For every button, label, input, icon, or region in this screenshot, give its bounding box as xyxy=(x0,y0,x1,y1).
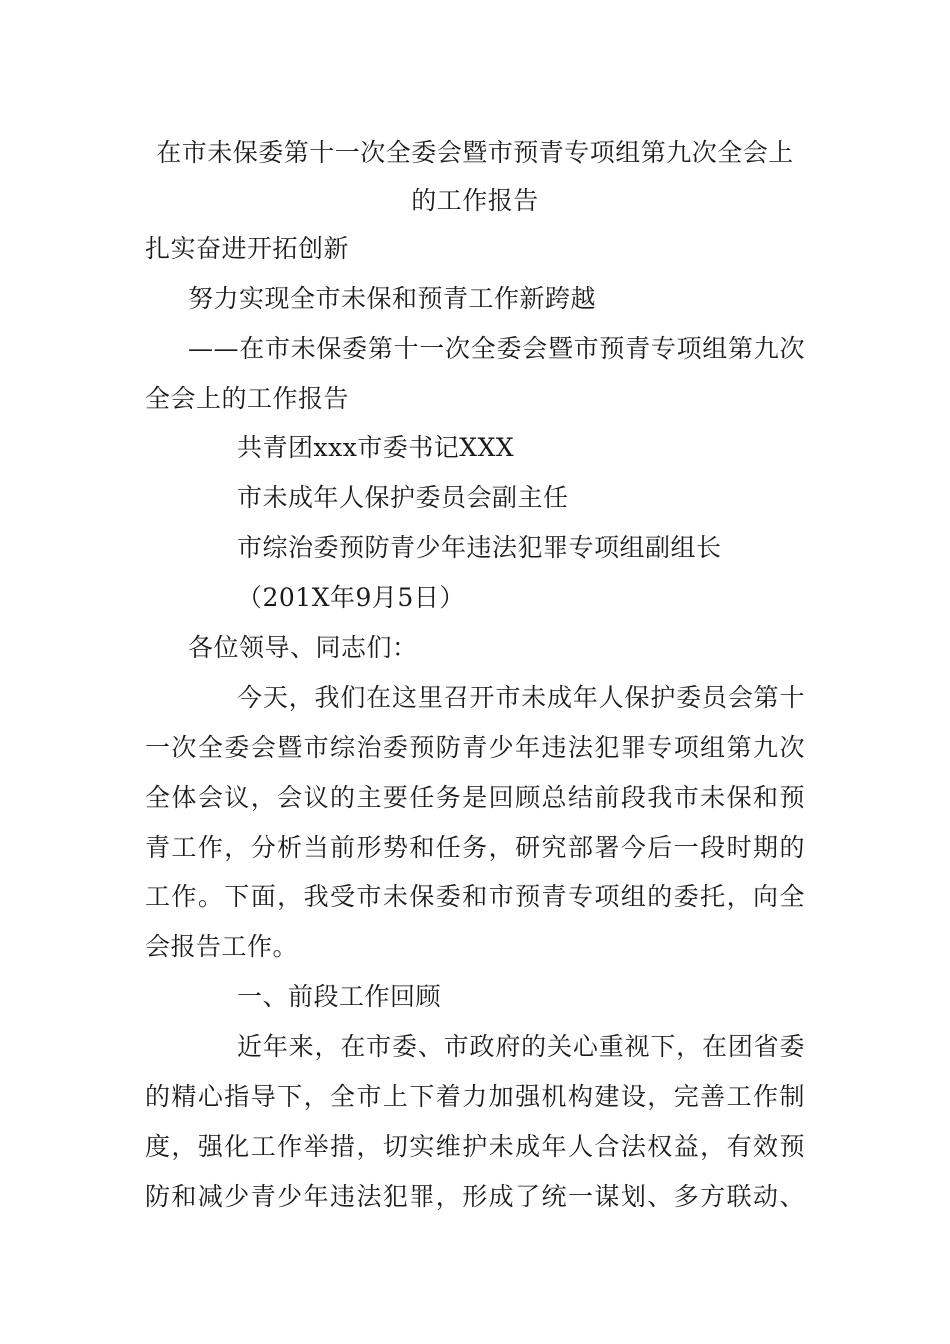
paragraph-1-line: 全体会议，会议的主要任务是回顾总结前段我市未保和预 xyxy=(145,783,805,812)
author-name: 共青团xxx市委书记XXX xyxy=(237,433,515,462)
paragraph-2-line: 防和减少青少年违法犯罪，形成了统一谋划、多方联动、 xyxy=(145,1182,805,1211)
paragraph-2-line: 的精心指导下，全市上下着力加强机构建设，完善工作制 xyxy=(145,1082,805,1111)
section-heading: 一、前段工作回顾 xyxy=(237,982,442,1011)
paragraph-2-line: 度，强化工作举措，切实维护未成年人合法权益，有效预 xyxy=(145,1132,805,1161)
document-title-line-2: 的工作报告 xyxy=(411,186,539,215)
author-title-2: 市综治委预防青少年违法犯罪专项组副组长 xyxy=(237,533,722,562)
paragraph-1-line: 工作。下面，我受市未保委和市预青专项组的委托，向全 xyxy=(145,882,805,911)
report-date: （201X年9月5日） xyxy=(237,583,465,612)
salutation: 各位领导、同志们： xyxy=(188,633,418,662)
document-title-line-1: 在市未保委第十一次全委会暨市预青专项组第九次全会上 xyxy=(156,138,794,167)
paragraph-1-line: 会报告工作。 xyxy=(145,932,299,961)
paragraph-1-line: 青工作，分析当前形势和任务，研究部署今后一段时期的 xyxy=(145,833,805,862)
paragraph-2-line: 近年来，在市委、市政府的关心重视下，在团省委 xyxy=(237,1032,805,1061)
author-title-1: 市未成年人保护委员会副主任 xyxy=(237,483,569,512)
paragraph-1-line: 今天，我们在这里召开市未成年人保护委员会第十 xyxy=(237,683,805,712)
paragraph-1-line: 一次全委会暨市综治委预防青少年违法犯罪专项组第九次 xyxy=(145,733,805,762)
subtitle-line-2: 全会上的工作报告 xyxy=(145,384,350,413)
subtitle-line-1: ——在市未保委第十一次全委会暨市预青专项组第九次 xyxy=(188,334,805,363)
sub-heading: 努力实现全市未保和预青工作新跨越 xyxy=(188,284,597,313)
main-heading: 扎实奋进开拓创新 xyxy=(145,234,350,263)
